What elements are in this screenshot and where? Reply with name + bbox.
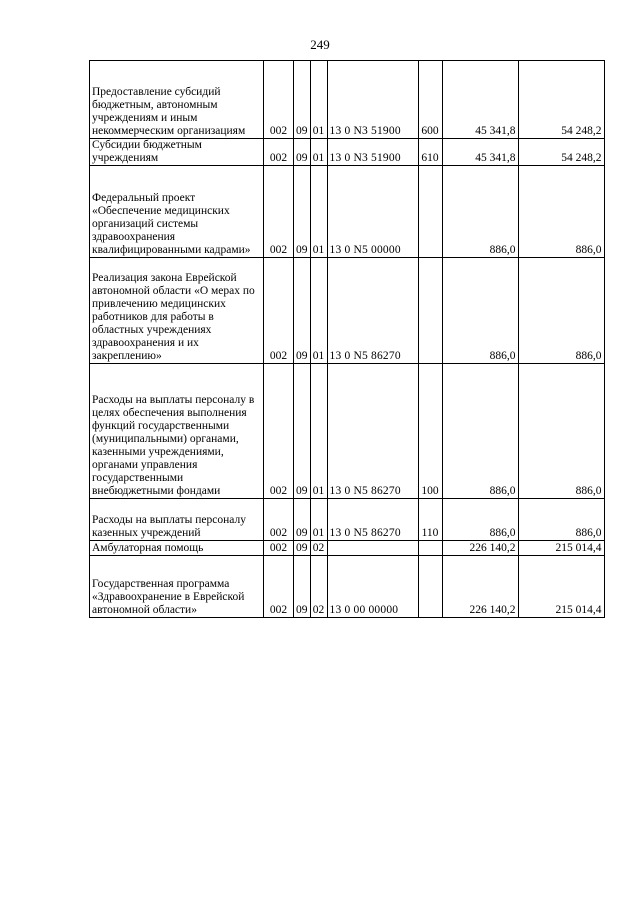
row-name: Реализация закона Еврейской автономной области «О мерах по привлечению медицинских работников для работы в областных учреждениях здравоохранения и их закреплению» <box>90 258 264 364</box>
row-name: Амбулаторная помощь <box>90 541 264 556</box>
subsection-code: 01 <box>310 139 327 166</box>
section-code: 09 <box>294 556 311 618</box>
target-article-code: 13 0 N5 86270 <box>327 364 418 499</box>
section-code: 09 <box>294 258 311 364</box>
table-row <box>90 166 605 258</box>
row-name: Расходы на выплаты персоналу в целях обеспечения выполнения функций государственными (муниципальными) органами, казенными учреждениями, органами управления государственными внебюджетными фондами <box>90 364 264 499</box>
budget-table <box>89 60 605 618</box>
target-article-code: 13 0 N3 51900 <box>327 61 418 139</box>
sum-year-1: 226 140,2 <box>442 541 518 556</box>
subsection-code: 01 <box>310 364 327 499</box>
subsection-code: 01 <box>310 258 327 364</box>
target-article-code: 13 0 N3 51900 <box>327 139 418 166</box>
sum-year-2: 215 014,4 <box>518 541 604 556</box>
table-row <box>90 541 605 556</box>
subsection-code: 02 <box>310 541 327 556</box>
expense-type-code <box>418 258 442 364</box>
section-code: 09 <box>294 139 311 166</box>
table-row <box>90 61 605 139</box>
table-row <box>90 139 605 166</box>
table-row <box>90 364 605 499</box>
ministry-code: 002 <box>264 139 294 166</box>
table-row <box>90 499 605 541</box>
section-code: 09 <box>294 166 311 258</box>
section-code: 09 <box>294 499 311 541</box>
page-number: 249 <box>310 37 330 52</box>
ministry-code: 002 <box>264 499 294 541</box>
row-name: Субсидии бюджетным учреждениям <box>90 139 264 166</box>
sum-year-2: 215 014,4 <box>518 556 604 618</box>
expense-type-code <box>418 166 442 258</box>
table-row <box>90 556 605 618</box>
expense-type-code: 600 <box>418 61 442 139</box>
target-article-code: 13 0 00 00000 <box>327 556 418 618</box>
subsection-code: 02 <box>310 556 327 618</box>
ministry-code: 002 <box>264 364 294 499</box>
sum-year-1: 886,0 <box>442 258 518 364</box>
row-name: Федеральный проект «Обеспечение медицинских организаций системы здравоохранения квалифицированными кадрами» <box>90 166 264 258</box>
ministry-code: 002 <box>264 556 294 618</box>
table-row <box>90 258 605 364</box>
sum-year-2: 54 248,2 <box>518 61 604 139</box>
expense-type-code <box>418 541 442 556</box>
sum-year-1: 886,0 <box>442 166 518 258</box>
sum-year-2: 886,0 <box>518 364 604 499</box>
ministry-code: 002 <box>264 258 294 364</box>
ministry-code: 002 <box>264 61 294 139</box>
sum-year-1: 45 341,8 <box>442 139 518 166</box>
sum-year-2: 886,0 <box>518 258 604 364</box>
subsection-code: 01 <box>310 61 327 139</box>
ministry-code: 002 <box>264 166 294 258</box>
row-name: Расходы на выплаты персоналу казенных учреждений <box>90 499 264 541</box>
section-code: 09 <box>294 541 311 556</box>
row-name: Государственная программа «Здравоохранение в Еврейской автономной области» <box>90 556 264 618</box>
expense-type-code: 100 <box>418 364 442 499</box>
sum-year-1: 886,0 <box>442 499 518 541</box>
target-article-code: 13 0 N5 86270 <box>327 499 418 541</box>
sum-year-2: 886,0 <box>518 166 604 258</box>
subsection-code: 01 <box>310 166 327 258</box>
ministry-code: 002 <box>264 541 294 556</box>
target-article-code: 13 0 N5 86270 <box>327 258 418 364</box>
sum-year-1: 45 341,8 <box>442 61 518 139</box>
sum-year-1: 226 140,2 <box>442 556 518 618</box>
target-article-code <box>327 541 418 556</box>
sum-year-2: 54 248,2 <box>518 139 604 166</box>
expense-type-code: 110 <box>418 499 442 541</box>
expense-type-code: 610 <box>418 139 442 166</box>
sum-year-2: 886,0 <box>518 499 604 541</box>
target-article-code: 13 0 N5 00000 <box>327 166 418 258</box>
subsection-code: 01 <box>310 499 327 541</box>
section-code: 09 <box>294 364 311 499</box>
expense-type-code <box>418 556 442 618</box>
row-name: Предоставление субсидий бюджетным, автономным учреждениям и иным некоммерческим организациям <box>90 61 264 139</box>
sum-year-1: 886,0 <box>442 364 518 499</box>
section-code: 09 <box>294 61 311 139</box>
